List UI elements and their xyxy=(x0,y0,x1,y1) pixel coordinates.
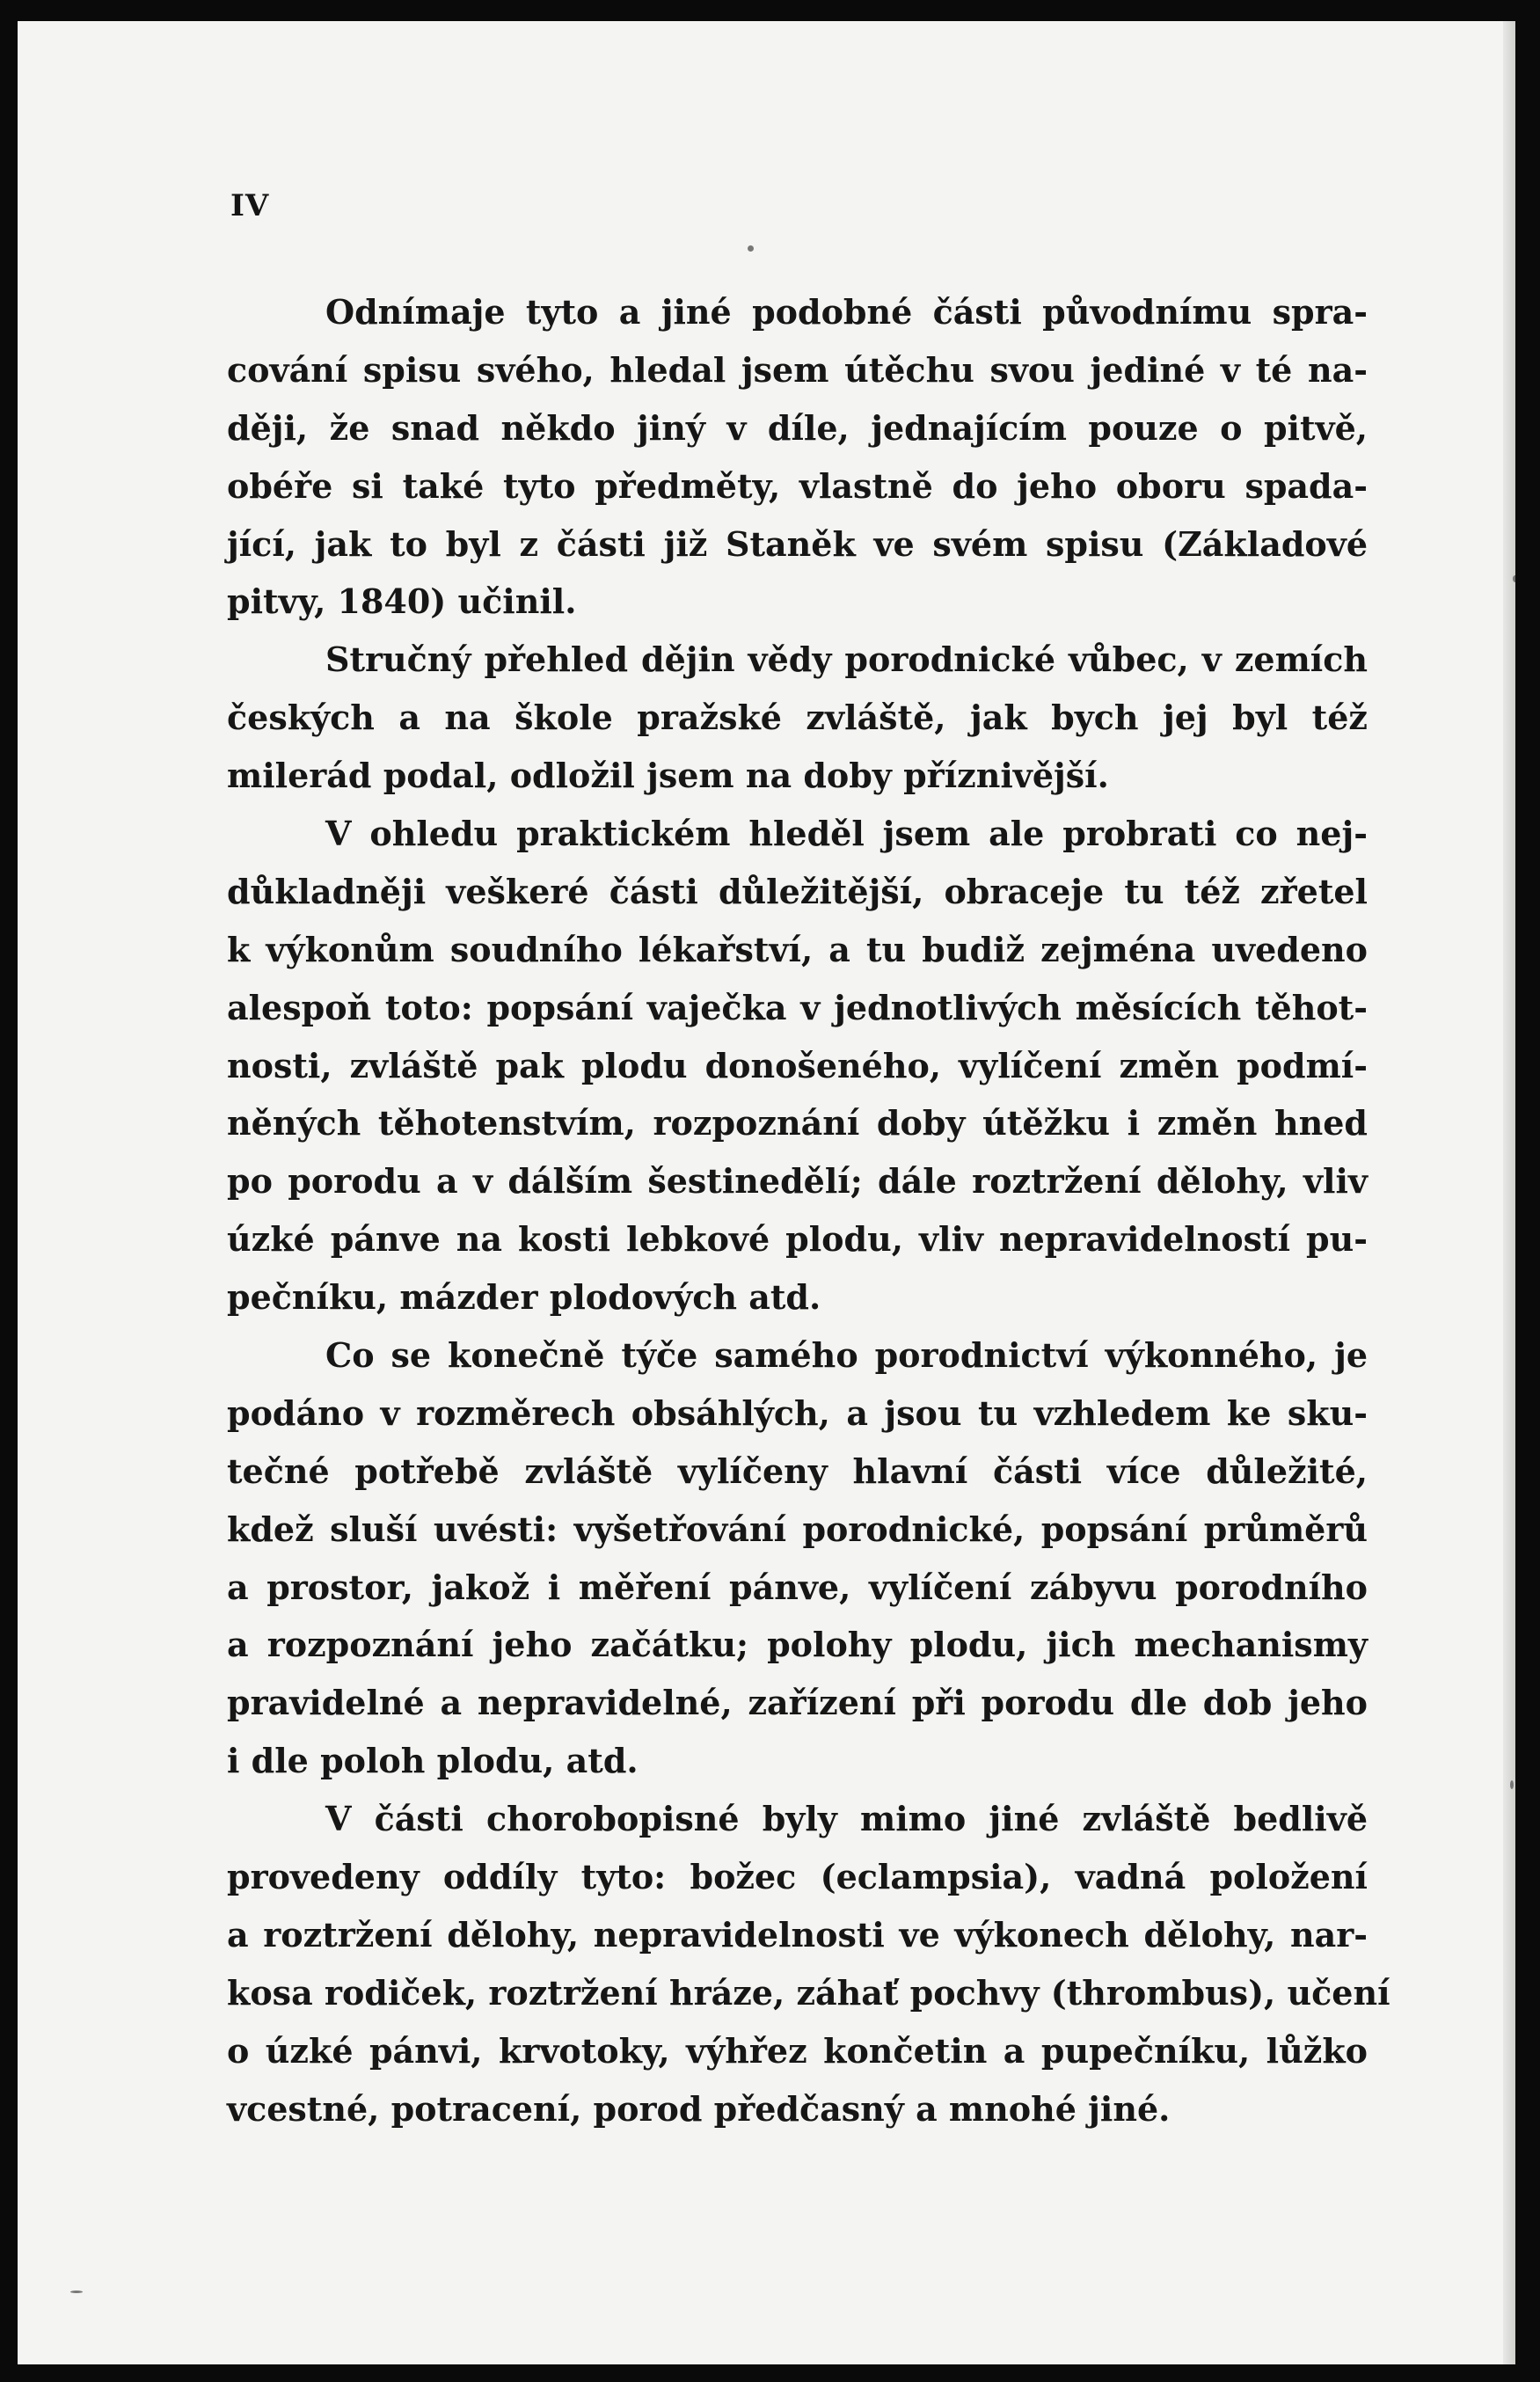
page-number: IV xyxy=(230,188,270,223)
text-line: a rozpoznání jeho začátku; polohy plodu, jich mechanismy xyxy=(227,1625,1368,1665)
text-line: V ohledu praktickém hleděl jsem ale probrati co nej- xyxy=(325,814,1368,854)
print-speck xyxy=(70,2291,83,2293)
text-line: důkladněji veškeré části důležitější, obraceje tu též zřetel xyxy=(227,871,1368,911)
text-line: něných těhotenstvím, rozpoznání doby útěžku i změn hned xyxy=(227,1103,1368,1144)
text-line: pečníku, mázder plodových atd. xyxy=(227,1277,821,1318)
text-line: provedeny oddíly tyto: božec (eclampsia), vadná položení xyxy=(227,1857,1368,1897)
text-line: a prostor, jakož i měření pánve, vylíčení zábyvu porodního xyxy=(227,1567,1368,1607)
text-line: jící, jak to byl z části již Staněk ve svém spisu (Základové xyxy=(227,523,1368,564)
text-line: po porodu a v dálším šestinedělí; dále roztržení dělohy, vliv xyxy=(227,1161,1368,1202)
text-line: českých a na škole pražské zvláště, jak bych jej byl též xyxy=(227,698,1368,738)
text-line: kosa rodiček, roztržení hráze, záhať pochvy (thrombus), učení xyxy=(227,1972,1390,2013)
text-line: Co se konečně týče samého porodnictví výkonného, je xyxy=(325,1335,1368,1376)
text-line: úzké pánve na kosti lebkové plodu, vliv nepravidelností pu- xyxy=(227,1219,1368,1260)
text-line: cování spisu svého, hledal jsem útěchu svou jediné v té na- xyxy=(227,349,1368,390)
paragraph-3 xyxy=(227,814,1368,1335)
text-line: obéře si také tyto předměty, vlastně do jeho oboru spada- xyxy=(227,465,1368,506)
text-line: Odnímaje tyto a jiné podobné části původnímu spra- xyxy=(325,292,1368,332)
text-line: o úzké pánvi, krvotoky, výhřez končetin a pupečníku, lůžko xyxy=(227,2030,1368,2071)
text-line: Stručný přehled dějin vědy porodnické vůbec, v zemích xyxy=(325,639,1368,680)
text-line: kdež sluší uvésti: vyšetřování porodnické, popsání průměrů xyxy=(227,1509,1368,1549)
text-line: podáno v rozměrech obsáhlých, a jsou tu vzhledem ke sku- xyxy=(227,1392,1368,1433)
text-line: a roztržení dělohy, nepravidelnosti ve výkonech dělohy, nar- xyxy=(227,1914,1368,1955)
text-line: ději, že snad někdo jiný v díle, jednajícím pouze o pitvě, xyxy=(227,407,1368,448)
text-line: pravidelné a nepravidelné, zařízení při porodu dle dob jeho xyxy=(227,1683,1368,1723)
paragraph-2 xyxy=(227,639,1368,814)
text-line: V části chorobopisné byly mimo jiné zvláště bedlivě xyxy=(325,1799,1368,1839)
print-speck xyxy=(1510,1780,1514,1789)
text-line: vcestné, potracení, porod předčasný a mnohé jiné. xyxy=(227,2088,1171,2129)
print-speck xyxy=(1513,575,1515,582)
text-line: pitvy, 1840) učinil. xyxy=(227,581,577,622)
paragraph-4 xyxy=(227,1335,1368,1799)
text-line: i dle poloh plodu, atd. xyxy=(227,1741,639,1781)
print-speck xyxy=(748,245,754,252)
paragraph-5 xyxy=(227,1799,1390,2146)
text-line: tečné potřebě zvláště vylíčeny hlavní části více důležité, xyxy=(227,1450,1368,1491)
text-line: alespoň toto: popsání vaječka v jednotlivých měsících těhot- xyxy=(227,987,1368,1027)
text-line: k výkonům soudního lékařství, a tu budiž zejména uvedeno xyxy=(227,929,1368,969)
text-line: milerád podal, odložil jsem na doby příznivější. xyxy=(227,756,1109,796)
book-page xyxy=(18,21,1515,2364)
body-text xyxy=(227,292,1390,2147)
page-edge xyxy=(1503,21,1515,2364)
text-line: nosti, zvláště pak plodu donošeného, vylíčení změn podmí- xyxy=(227,1045,1368,1085)
paragraph-1 xyxy=(227,292,1368,639)
